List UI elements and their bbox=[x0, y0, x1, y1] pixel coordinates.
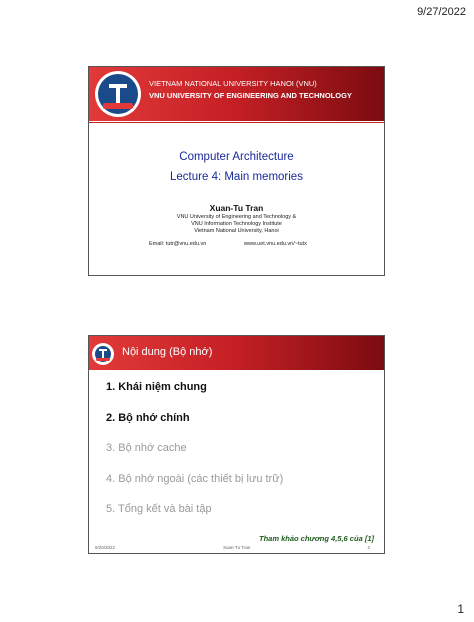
affiliation-line: VNU Information Technology Institute bbox=[191, 221, 282, 227]
page-number: 1 bbox=[457, 602, 464, 616]
contents-slide bbox=[88, 335, 385, 554]
slide-banner bbox=[89, 336, 384, 370]
slide-title: Computer Architecture bbox=[179, 151, 294, 163]
slide-banner bbox=[89, 67, 384, 121]
list-item: 1. Khái niệm chung bbox=[106, 381, 207, 393]
university-logo bbox=[95, 71, 141, 117]
footer-author: Xuan-Tu Tran bbox=[223, 545, 251, 550]
list-item: 5. Tổng kết và bài tập bbox=[106, 503, 212, 515]
lecture-title: Lecture 4: Main memories bbox=[170, 171, 303, 183]
list-item: 4. Bộ nhớ ngoài (các thiết bị lưu trữ) bbox=[106, 472, 284, 485]
list-item: 3. Bộ nhớ cache bbox=[106, 442, 187, 454]
slide-title: Nội dung (Bộ nhớ) bbox=[122, 346, 213, 358]
university-logo bbox=[92, 343, 114, 365]
contents-list bbox=[106, 380, 283, 533]
university-name: VIETNAM NATIONAL UNIVERSITY HANOI (VNU) bbox=[149, 79, 317, 88]
affiliation-line: VNU University of Engineering and Technology & bbox=[176, 214, 297, 220]
affiliation-line: Vietnam National University, Hanoi bbox=[194, 228, 279, 234]
reference-note: Tham khảo chương 4,5,6 của [1] bbox=[258, 534, 374, 543]
banner-divider bbox=[89, 122, 384, 123]
author-email[interactable]: Email: tutr@vnu.edu.vn bbox=[149, 241, 207, 247]
faculty-name: VNU UNIVERSITY OF ENGINEERING AND TECHNOLOGY bbox=[149, 91, 352, 100]
footer-page-number: 2 bbox=[367, 545, 370, 550]
author-name: Xuan-Tu Tran bbox=[209, 203, 264, 213]
footer-date: 9/20/2022 bbox=[95, 545, 116, 550]
title-slide bbox=[88, 66, 385, 276]
page-date: 9/27/2022 bbox=[417, 6, 466, 18]
list-item: 2. Bộ nhớ chính bbox=[106, 411, 190, 424]
author-website[interactable]: www.uet.vnu.edu.vn/~tutx bbox=[244, 241, 307, 247]
